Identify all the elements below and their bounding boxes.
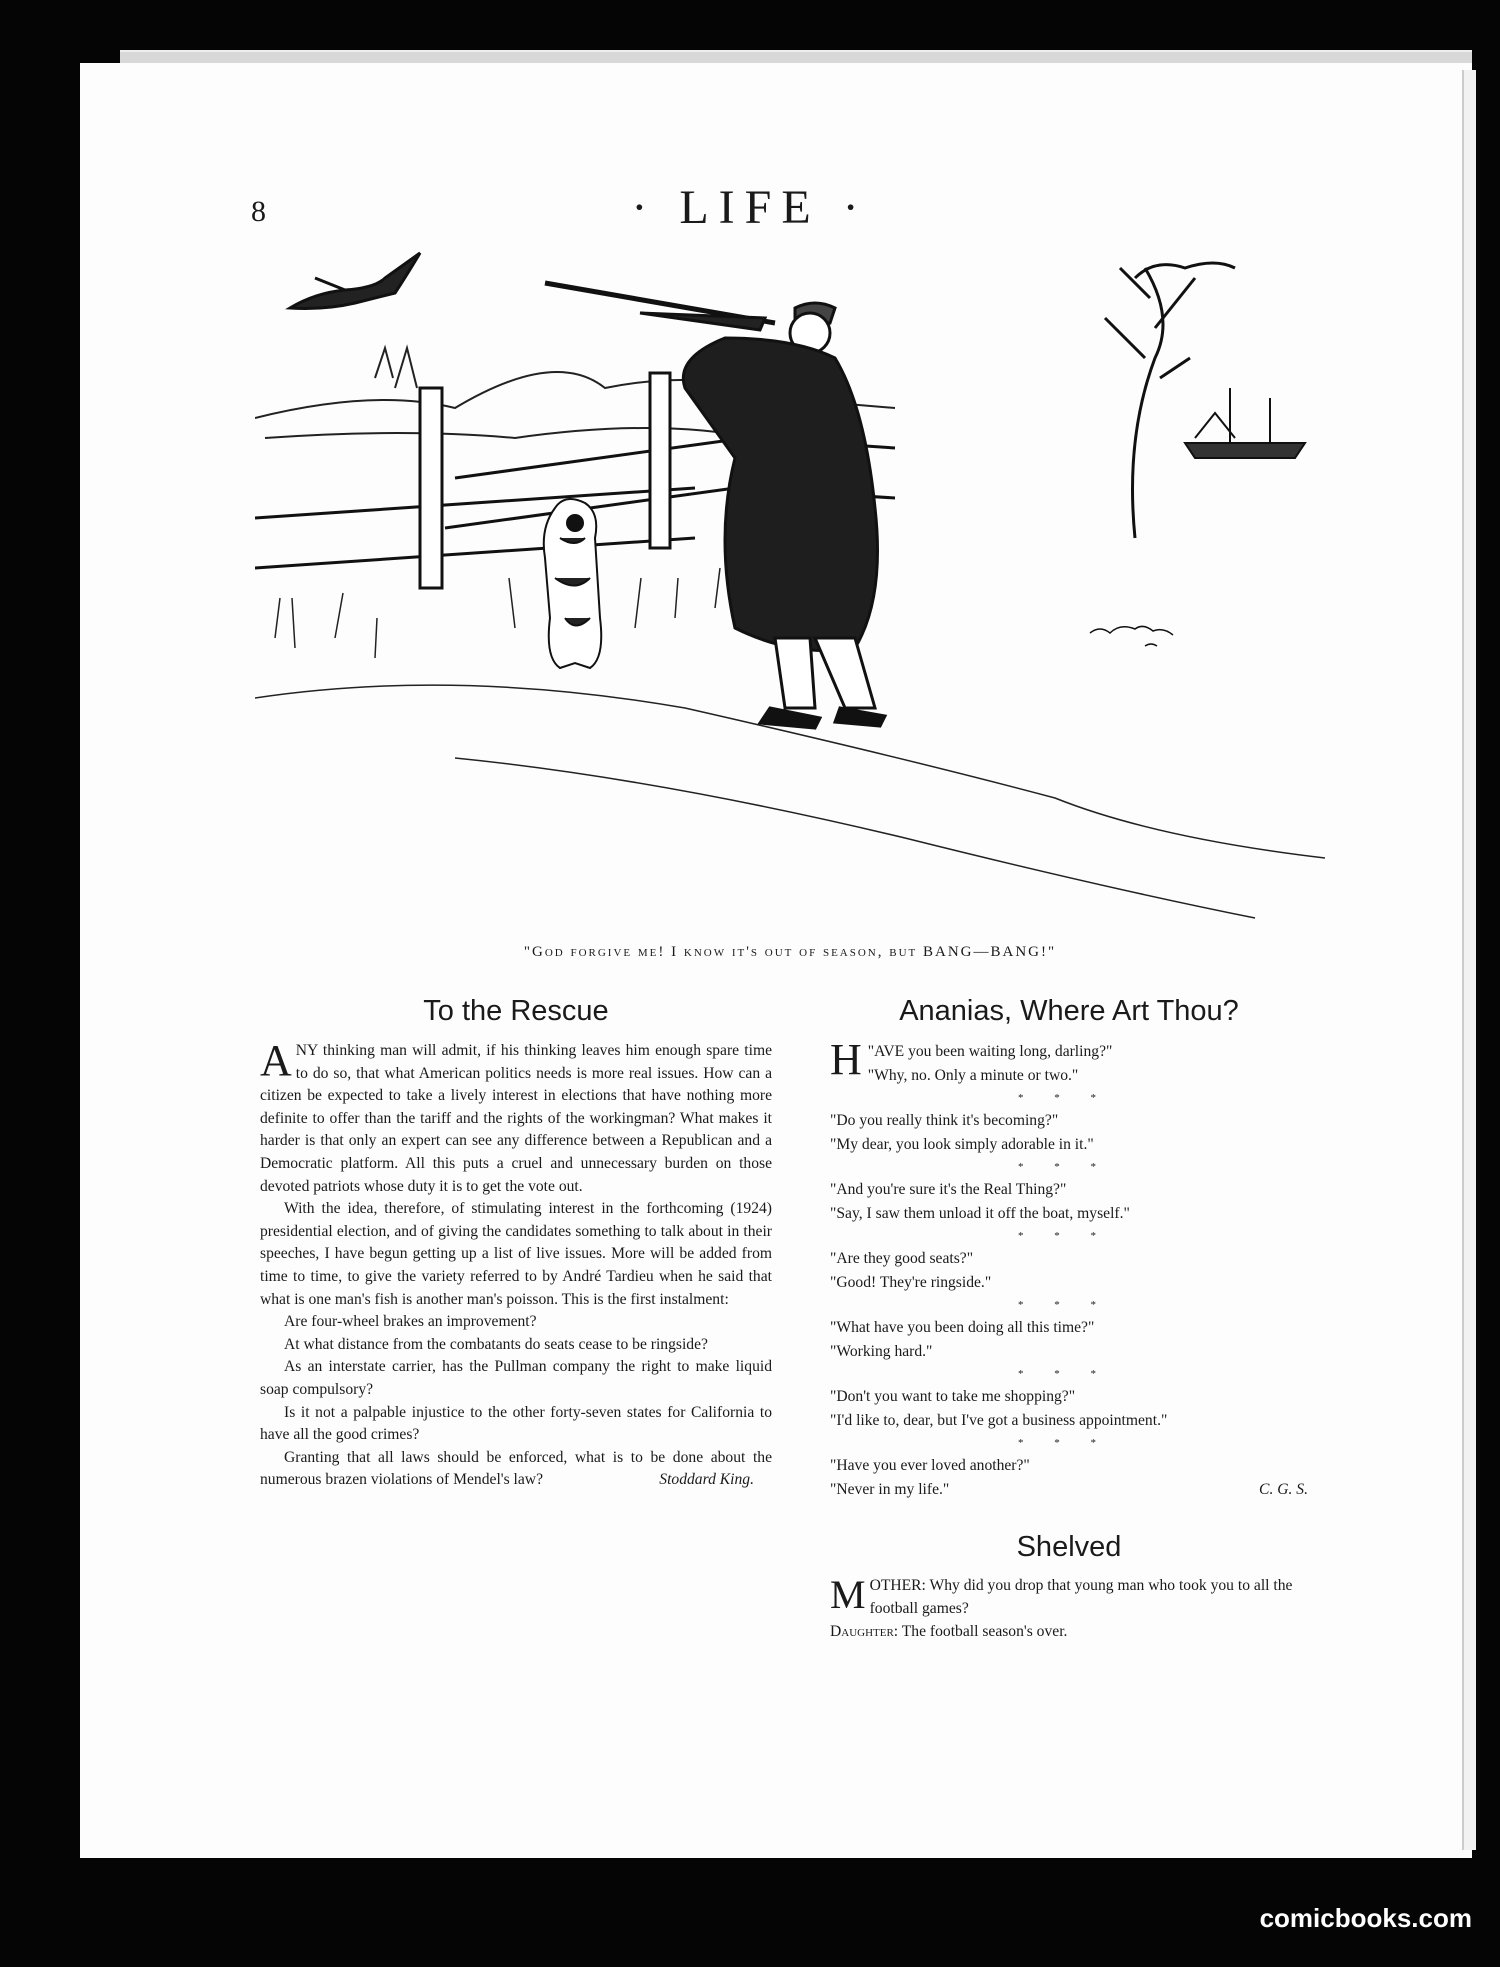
dialog-exchange: "Are they good seats?" "Good! They're ringside." <box>830 1250 992 1291</box>
site-watermark: comicbooks.com <box>1259 1903 1472 1933</box>
article-body <box>260 1036 772 1492</box>
illustration-caption: "God forgive me! I know it's out of season, but BANG—BANG!" <box>523 944 1057 960</box>
page-edge <box>1462 70 1476 1850</box>
article-title: To the Rescue <box>423 995 609 1027</box>
duck-drawing <box>290 253 420 308</box>
masthead-title: · LIFE · <box>631 181 869 234</box>
section-divider: * * * <box>1018 1299 1110 1311</box>
dialog-exchange: "What have you been doing all this time?" "Working hard." <box>830 1319 1095 1360</box>
section-divider: * * * <box>1018 1368 1110 1380</box>
page-number: 8 <box>251 195 266 228</box>
drop-cap: H <box>830 1035 862 1084</box>
article-title: Ananias, Where Art Thou? <box>899 995 1239 1027</box>
hunter-illustration <box>255 238 1325 928</box>
speaker-label: Daughter: <box>830 1623 899 1640</box>
dialog-exchange: "And you're sure it's the Real Thing?" "Say, I saw them unload it off the boat, myself." <box>830 1181 1130 1222</box>
issue-question: Are four-wheel brakes an improvement? <box>284 1313 537 1331</box>
drop-cap: A <box>260 1036 292 1085</box>
dog-drawing <box>544 499 602 668</box>
issue-question: At what distance from the combatants do seats cease to be ringside? <box>284 1335 708 1353</box>
dialog-exchange: "Don't you want to take me shopping?" "I'd like to, dear, but I've got a business appointment." <box>830 1388 1168 1429</box>
issue-question: Is it not a palpable injustice to the other forty-seven states for California to have all the good crimes? <box>260 1403 772 1444</box>
boat-drawing <box>1185 388 1305 458</box>
section-divider: * * * <box>1018 1230 1110 1242</box>
issue-question: Granting that all laws should be enforced, what is to be done about the numerous brazen violations of Mendel's law? Stoddard King. <box>260 1447 772 1492</box>
article-to-the-rescue <box>260 995 772 1492</box>
dialog-exchange: "Have you ever loved another?" "Never in my life." C. G. S. <box>830 1454 1328 1501</box>
artist-signature <box>1090 626 1173 646</box>
issue-question: As an interstate carrier, has the Pullman company the right to make liquid soap compulsory? <box>260 1358 772 1398</box>
tree-drawing <box>1105 263 1235 538</box>
article-paragraph: ANY thinking man will admit, if his thinking leaves him enough spare time to do so, that what American politics needs is more real issues. How can a citizen be expected to take a lively interest in elections that have nothing more definite to offer than the tariff and the rights of the workingman? What makes it harder is that only an expert can see any difference between a Republican and a Democratic platform. All this puts a cruel and unnecessary burden on those devoted patriots whose duty it is to get the vote out. <box>260 1036 772 1195</box>
section-divider: * * * <box>1018 1437 1110 1449</box>
dialog-exchange: "Do you really think it's becoming?" "My dear, you look simply adorable in it." <box>830 1112 1094 1153</box>
shelved-title: Shelved <box>1016 1531 1122 1563</box>
author-signature: Stoddard King. <box>659 1471 754 1489</box>
section-divider: * * * <box>1018 1161 1110 1173</box>
shelved-body: MOTHER: Why did you drop that young man who took you to all the football games? Daughter: The football season's over. <box>830 1572 1293 1640</box>
dialog-exchange: H "AVE you been waiting long, darling?" "Why, no. Only a minute or two." <box>830 1035 1113 1084</box>
author-signature: C. G. S. <box>1259 1480 1308 1498</box>
drop-cap: M <box>830 1572 866 1617</box>
section-divider: * * * <box>1018 1092 1110 1104</box>
dialog-body <box>830 1035 1328 1501</box>
article-paragraph: With the idea, therefore, of stimulating interest in the forthcoming (1924) presidential election, and of giving the candidates something to talk about in their speeches, I have begun getting up a list of live issues. More will be added from time to time, to give the variety referred to by André Tardieu when he said that what is one man's fish is another man's poisson. This is the first instalment: <box>260 1200 772 1308</box>
article-ananias <box>830 995 1328 1643</box>
